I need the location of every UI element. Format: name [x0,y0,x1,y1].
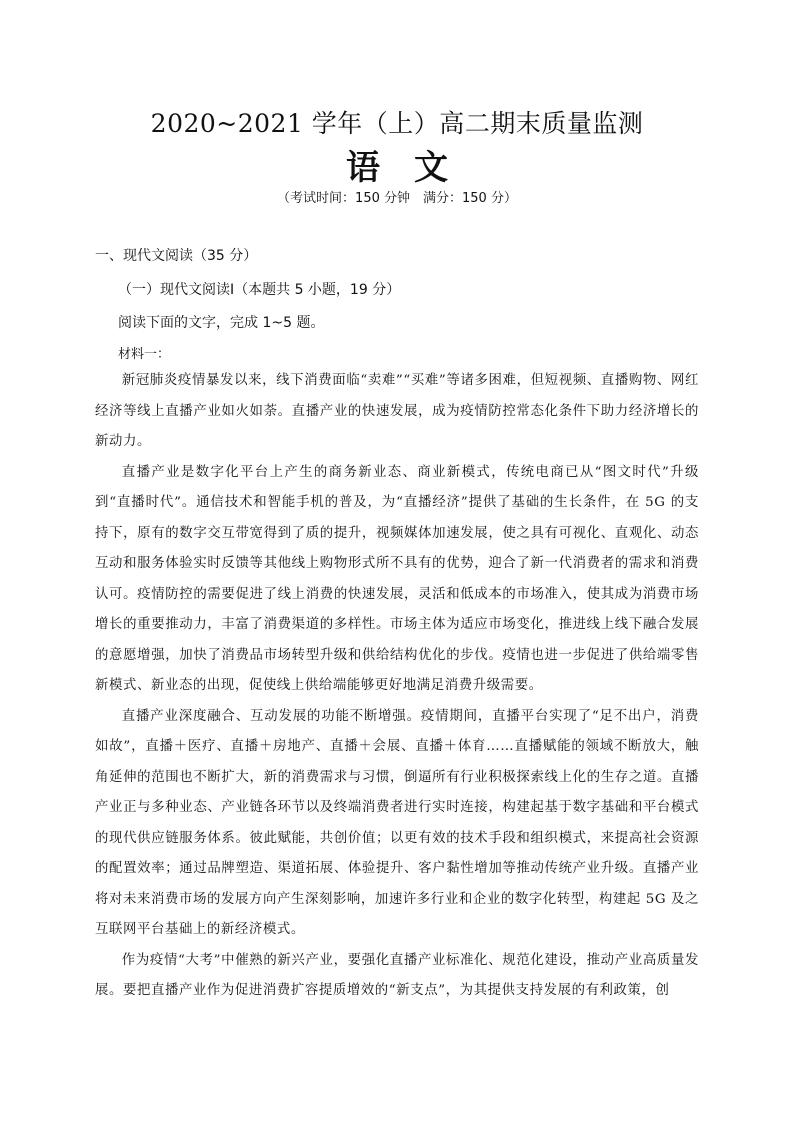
passage-paragraph-3: 直播产业深度融合、互动发展的功能不断增强。疫情期间，直播平台实现了“足不出户，消费如故”，直播＋医疗、直播＋房地产、直播＋会展、直播＋体育……直播赋能的领域不断放大，触角延伸的范围也不断扩大，新的消费需求与习惯，倒逼所有行业积极探索线上化的生存之道。直播产业正与多种业态、产业链各环节以及终端消费者进行实时连接，构建起基于数字基础和平台模式的现代供应链服务体系。彼此赋能，共创价值；以更有效的技术手段和组织模式，来提高社会资源的配置效率；通过品牌塑造、渠道拓展、体验提升、客户黏性增加等推动传统产业升级。直播产业将对未来消费市场的发展方向产生深刻影响，加速许多行业和企业的数字化转型，构建起 5G 及之互联网平台基础上的新经济模式。 [95,708,699,937]
section-subheading: （一）现代文阅读Ⅰ（本题共 5 小题，19 分） [118,282,401,298]
passage-paragraph-4: 作为疫情“大考”中催熟的新兴产业，要强化直播产业标准化、规范化建设，推动产业高质量发展。要把直播产业作为促进消费扩容提质增效的“新支点”，为其提供支持发展的有利政策，创 [95,952,699,998]
material-label: 材料一： [118,347,171,362]
passage-paragraph-2: 直播产业是数字化平台上产生的商务新业态、商业新模式，传统电商已从“图文时代”升级到“直播时代”。通信技术和智能手机的普及，为“直播经济”提供了基础的生长条件，在 5G 的支持下，原有的数字交互带宽得到了质的提升，视频媒体加速发展，使之具有可视化、直观化、动态互动和服务体验实时反馈等其他线上购物形式所不具有的优势，迎合了新一代消费者的需求和消费认可。疫情防控的需要促进了线上消费的快速发展，灵活和低成本的市场准入，使其成为消费市场增长的重要推动力，丰富了消费渠道的多样性。市场主体为适应市场变化，推进线上线下融合发展的意愿增强，加快了消费品市场转型升级和供给结构优化的步伐。疫情也进一步促进了供给端零售新模式、新业态的出现，促使线上供给端能够更好地满足消费升级需要。 [95,464,699,693]
exam-title: 2020~2021 学年（上）高二期末质量监测 [150,109,644,138]
subject-title: 语文 [346,148,482,188]
reading-instruction: 阅读下面的文字，完成 1~5 题。 [118,315,325,331]
passage-paragraph-1: 新冠肺炎疫情暴发以来，线下消费面临“卖难”“买难”等诸多困难，但短视频、直播购物、网红经济等线上直播产业如火如荼。直播产业的快速发展，成为疫情防控常态化条件下助力经济增长的新动力。 [95,373,699,449]
passage-body [95,366,699,1007]
section-heading: 一、现代文阅读（35 分） [95,248,258,264]
exam-info: （考试时间：150 分钟 满分：150 分） [277,191,517,206]
